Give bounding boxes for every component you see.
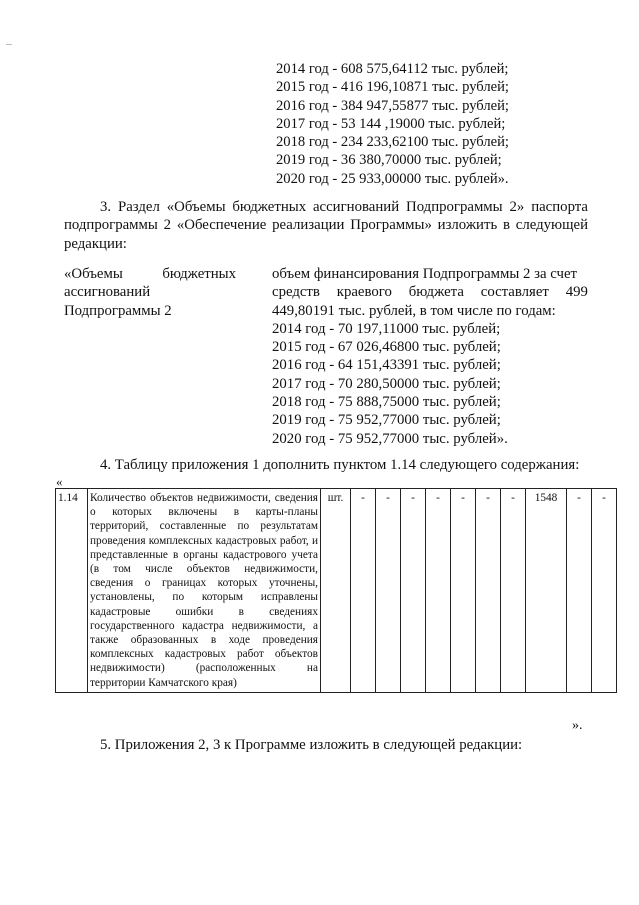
year-line: 2014 год - 608 575,64112 тыс. рублей;: [276, 61, 509, 77]
row-value: -: [592, 489, 617, 693]
value-line-1: объем финансирования Подпрограммы 2 за счет: [272, 266, 577, 282]
paragraph-4: 4. Таблицу приложения 1 дополнить пунктом 1.14 следующего содержания:: [100, 457, 580, 473]
budget-label-column: [64, 265, 236, 320]
row-value: -: [426, 489, 451, 693]
row-value: -: [567, 489, 592, 693]
row-unit: шт.: [321, 489, 351, 693]
year-line: 2018 год - 75 888,75000 тыс. рублей;: [272, 394, 501, 411]
paragraph-5: 5. Приложения 2, 3 к Программе изложить в следующей редакции:: [100, 737, 523, 753]
row-value: -: [451, 489, 476, 693]
label-word: бюджетных: [162, 266, 236, 282]
year-line: 2017 год - 53 144 ,19000 тыс. рублей;: [276, 115, 506, 132]
paragraph-3-text: 3. Раздел «Объемы бюджетных ассигнований Подпрограммы 2» паспорта подпрограммы 2 «Обеспечение реализации Программы» изложить в следующей редакции:: [64, 199, 588, 252]
value-word: бюджета: [408, 284, 464, 301]
top-years-list: [276, 60, 509, 188]
year-line: 2020 год - 25 933,00000 тыс. рублей».: [276, 170, 509, 187]
year-line: 2017 год - 70 280,50000 тыс. рублей;: [272, 375, 501, 392]
row-number: 1.14: [56, 489, 88, 693]
table-row: [56, 489, 617, 693]
value-line-2: [272, 283, 588, 301]
indicator-table: [55, 488, 617, 693]
label-line-1: [64, 265, 236, 283]
value-word: составляет: [480, 284, 549, 301]
year-line: 2018 год - 234 233,62100 тыс. рублей;: [276, 134, 509, 151]
row-value: 1548: [526, 489, 567, 693]
value-word: средств: [272, 284, 320, 301]
year-line: 2015 год - 67 026,46800 тыс. рублей;: [272, 339, 501, 356]
quote-close: ».: [572, 718, 583, 733]
year-line: 2014 год - 70 197,11000 тыс. рублей;: [272, 320, 501, 337]
row-value: -: [501, 489, 526, 693]
row-value: -: [351, 489, 376, 693]
year-line: 2016 год - 64 151,43391 тыс. рублей;: [272, 357, 501, 374]
paragraph-3: [64, 198, 588, 253]
year-line: 2019 год - 36 380,70000 тыс. рублей;: [276, 152, 502, 169]
year-line: 2015 год - 416 196,10871 тыс. рублей;: [276, 79, 509, 96]
year-line: 2019 год - 75 952,77000 тыс. рублей;: [272, 412, 501, 429]
year-line: 2020 год - 75 952,77000 тыс. рублей».: [272, 430, 508, 447]
row-value: -: [376, 489, 401, 693]
row-value: -: [401, 489, 426, 693]
label-line-3: Подпрограммы 2: [64, 302, 172, 319]
row-description: Количество объектов недвижимости, сведения о которых включены в карты-планы территорий, составленные по результатам проведения комплексных кадастровых работ, и представленные в органы кадастрового учета (в том числе объектов недвижимости, сведения о границах которых уточнены, установлены, по которым исправлены кадастровые ошибки в сведениях государственного кадастра недвижимости, а также образованных в ходе проведения комплексных кадастровых работ объектов недвижимости) (расположенных на территории Камчатского края): [88, 489, 321, 693]
value-word: краевого: [336, 284, 392, 301]
budget-value-column: [272, 265, 588, 448]
quote-open: «: [56, 474, 63, 489]
scan-mark: [6, 44, 12, 45]
value-word: 499: [565, 284, 588, 301]
label-word: «Объемы: [64, 266, 123, 282]
label-line-2: ассигнований: [64, 284, 151, 301]
year-line: 2016 год - 384 947,55877 тыс. рублей;: [276, 97, 509, 114]
row-value: -: [476, 489, 501, 693]
value-line-3: 449,80191 тыс. рублей, в том числе по годам:: [272, 302, 556, 319]
